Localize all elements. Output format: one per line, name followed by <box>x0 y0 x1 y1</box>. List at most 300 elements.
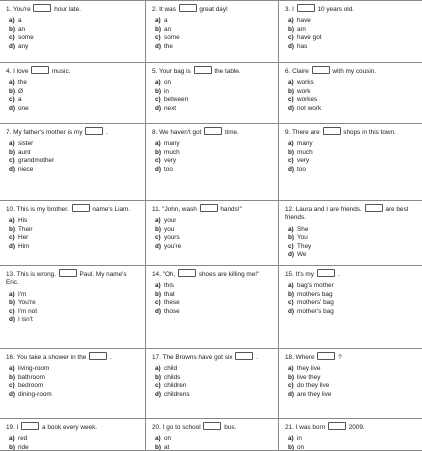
option-text: not work <box>297 104 322 112</box>
option-list <box>152 79 274 113</box>
answer-option[interactable] <box>9 374 141 382</box>
option-text: a <box>164 17 168 25</box>
question-text-after: . <box>106 129 108 136</box>
answer-blank[interactable] <box>194 66 212 74</box>
option-text: bathroom <box>18 373 45 381</box>
question-stem <box>6 204 141 214</box>
option-letter: c) <box>288 157 294 165</box>
option-text: mothers' bag <box>297 299 334 307</box>
option-text: works <box>297 79 314 87</box>
answer-option[interactable] <box>288 96 418 104</box>
answer-option[interactable] <box>288 26 418 34</box>
answer-option[interactable] <box>9 34 141 42</box>
option-letter: c) <box>155 234 161 242</box>
question-stem <box>285 269 418 279</box>
answer-option[interactable] <box>288 79 418 87</box>
option-text: They <box>297 242 312 250</box>
answer-option[interactable] <box>9 291 141 299</box>
option-letter: b) <box>288 443 295 451</box>
option-list <box>152 282 274 316</box>
question-cell <box>146 266 279 349</box>
question-text-after: 10 years old. <box>317 6 355 13</box>
option-letter: d) <box>288 165 295 173</box>
question-number: 21. <box>285 424 294 431</box>
option-letter: d) <box>155 307 162 315</box>
option-text: too <box>164 165 173 173</box>
option-text: Him <box>18 242 30 250</box>
answer-option[interactable] <box>9 382 141 390</box>
answer-option[interactable] <box>288 17 418 25</box>
answer-option[interactable] <box>9 166 141 174</box>
option-text: much <box>297 148 313 156</box>
question-text-after: hour late. <box>54 6 81 13</box>
option-text: mother's bag <box>297 307 334 315</box>
question-text-before: You take a shower in the <box>16 354 87 361</box>
option-letter: b) <box>155 225 162 233</box>
question-cell <box>146 124 279 201</box>
question-stem <box>285 127 418 137</box>
option-text: one <box>18 104 29 112</box>
option-text: yours <box>164 234 180 242</box>
option-list <box>152 435 274 451</box>
option-text: am <box>297 25 306 33</box>
question-number: 17. <box>152 354 161 361</box>
option-text: at <box>164 443 170 451</box>
answer-option[interactable] <box>9 157 141 165</box>
answer-option[interactable] <box>155 96 274 104</box>
question-stem <box>285 204 418 223</box>
option-list <box>285 79 418 113</box>
question-text-before: I love <box>13 68 29 75</box>
option-text: have <box>297 17 311 25</box>
answer-option[interactable] <box>288 382 418 390</box>
question-cell <box>279 266 422 349</box>
answer-option[interactable] <box>288 149 418 157</box>
answer-option[interactable] <box>9 299 141 307</box>
answer-option[interactable] <box>155 149 274 157</box>
answer-option[interactable] <box>288 391 418 399</box>
answer-option[interactable] <box>9 365 141 373</box>
answer-blank[interactable] <box>85 127 103 135</box>
answer-blank[interactable] <box>204 127 222 135</box>
option-letter: c) <box>155 96 161 104</box>
question-number: 19. <box>6 424 15 431</box>
option-letter: b) <box>9 299 16 307</box>
question-text-after: . <box>337 271 340 278</box>
option-letter: b) <box>9 373 16 381</box>
answer-blank[interactable] <box>72 204 90 212</box>
option-text: an <box>18 25 26 33</box>
option-letter: b) <box>288 290 295 298</box>
option-letter: b) <box>9 25 16 33</box>
question-cell <box>146 201 279 266</box>
answer-blank[interactable] <box>328 422 346 430</box>
answer-option[interactable] <box>288 88 418 96</box>
option-letter: d) <box>288 251 295 259</box>
answer-option[interactable] <box>155 391 274 399</box>
question-stem <box>152 422 274 432</box>
option-letter: c) <box>288 96 294 104</box>
answer-option[interactable] <box>288 105 418 113</box>
question-stem <box>6 422 141 432</box>
option-letter: c) <box>9 157 15 165</box>
option-list <box>285 365 418 399</box>
answer-blank[interactable] <box>317 352 335 360</box>
option-text: have got <box>297 34 322 42</box>
question-text-before: It was <box>159 6 176 13</box>
answer-option[interactable] <box>9 243 141 251</box>
question-text-after: music. <box>51 68 71 75</box>
answer-option[interactable] <box>155 105 274 113</box>
question-stem <box>6 4 141 14</box>
answer-option[interactable] <box>155 88 274 96</box>
option-text: an <box>164 25 172 33</box>
option-text: Her <box>18 234 29 242</box>
option-text: the <box>18 79 27 87</box>
question-number: 2. <box>152 6 158 13</box>
answer-option[interactable] <box>9 26 141 34</box>
option-letter: a) <box>288 225 294 233</box>
option-letter: b) <box>155 148 162 156</box>
question-text-after: shops in this town. <box>343 129 396 136</box>
answer-option[interactable] <box>288 282 418 290</box>
option-letter: a) <box>288 435 294 443</box>
question-cell <box>146 1 279 63</box>
option-letter: d) <box>155 104 162 112</box>
option-list <box>152 17 274 51</box>
answer-option[interactable] <box>9 88 141 96</box>
option-list <box>6 365 141 399</box>
option-list <box>6 17 141 51</box>
question-text-after: name's Liam. <box>92 206 131 213</box>
option-letter: a) <box>155 365 161 373</box>
option-list <box>152 217 274 251</box>
option-text: on <box>297 443 305 451</box>
option-letter: a) <box>155 282 161 290</box>
option-text: the <box>164 42 173 50</box>
answer-option[interactable] <box>288 166 418 174</box>
answer-option[interactable] <box>155 17 274 25</box>
option-list <box>285 140 418 174</box>
option-letter: d) <box>9 390 16 398</box>
question-text-before: I <box>16 424 19 431</box>
answer-blank[interactable] <box>59 269 77 277</box>
answer-option[interactable] <box>9 17 141 25</box>
answer-option[interactable] <box>155 157 274 165</box>
option-text: niece <box>18 165 34 173</box>
question-cell <box>0 201 146 266</box>
answer-option[interactable] <box>288 234 418 242</box>
option-text: childrens <box>164 390 190 398</box>
answer-option[interactable] <box>288 43 418 51</box>
option-letter: c) <box>9 96 15 104</box>
question-cell <box>279 124 422 201</box>
option-letter: a) <box>9 435 15 443</box>
option-letter: c) <box>155 299 161 307</box>
option-letter: d) <box>288 307 295 315</box>
question-text-before: I was born <box>295 424 326 431</box>
answer-option[interactable] <box>155 308 274 316</box>
answer-option[interactable] <box>155 382 274 390</box>
question-text-after: are best friends. <box>285 206 409 222</box>
option-letter: a) <box>155 79 161 87</box>
answer-option[interactable] <box>288 34 418 42</box>
option-letter: d) <box>9 104 16 112</box>
question-cell <box>0 349 146 419</box>
answer-option[interactable] <box>288 157 418 165</box>
question-text-after: 2009. <box>348 424 365 431</box>
option-text: dining-room <box>18 390 52 398</box>
answer-option[interactable] <box>288 374 418 382</box>
question-text-after: . <box>256 354 258 361</box>
option-letter: c) <box>288 242 294 250</box>
option-text: His <box>18 217 28 225</box>
answer-option[interactable] <box>288 291 418 299</box>
option-text: some <box>18 34 34 42</box>
option-letter: c) <box>288 299 294 307</box>
question-number: 4. <box>6 68 12 75</box>
answer-option[interactable] <box>155 140 274 148</box>
option-letter: d) <box>155 42 162 50</box>
option-text: many <box>297 140 313 148</box>
answer-option[interactable] <box>9 217 141 225</box>
answer-blank[interactable] <box>31 66 49 74</box>
answer-blank[interactable] <box>200 204 218 212</box>
question-cell <box>0 266 146 349</box>
answer-blank[interactable] <box>178 269 196 277</box>
option-letter: a) <box>288 17 294 25</box>
answer-blank[interactable] <box>297 4 315 12</box>
question-number: 20. <box>152 424 161 431</box>
question-text-before: Laura and I are friends. <box>295 206 362 213</box>
answer-option[interactable] <box>288 226 418 234</box>
answer-blank[interactable] <box>89 352 107 360</box>
question-text-after: ? <box>338 354 342 361</box>
option-letter: a) <box>288 79 294 87</box>
option-text: you <box>164 225 175 233</box>
option-letter: b) <box>288 234 295 242</box>
question-stem <box>152 204 274 214</box>
option-letter: d) <box>155 165 162 173</box>
question-cell <box>279 63 422 124</box>
answer-option[interactable] <box>9 105 141 113</box>
option-text: too <box>297 165 306 173</box>
answer-blank[interactable] <box>317 269 335 277</box>
answer-option[interactable] <box>288 365 418 373</box>
answer-option[interactable] <box>155 234 274 242</box>
answer-option[interactable] <box>288 140 418 148</box>
option-letter: a) <box>288 365 294 373</box>
answer-option[interactable] <box>9 79 141 87</box>
option-letter: b) <box>155 87 162 95</box>
answer-option[interactable] <box>9 96 141 104</box>
answer-blank[interactable] <box>179 4 197 12</box>
question-stem <box>285 4 418 14</box>
answer-option[interactable] <box>9 435 141 443</box>
answer-option[interactable] <box>288 308 418 316</box>
option-text: your <box>164 217 177 225</box>
option-letter: d) <box>288 390 295 398</box>
option-letter: a) <box>9 79 15 87</box>
option-text: are they live <box>297 390 332 398</box>
option-list <box>152 365 274 399</box>
question-text-after: Paul. My name's Eric. <box>6 271 127 287</box>
option-text: between <box>164 96 189 104</box>
answer-option[interactable] <box>9 226 141 234</box>
answer-option[interactable] <box>155 282 274 290</box>
option-letter: b) <box>288 25 295 33</box>
question-text-before: "John, wash <box>162 206 197 213</box>
answer-option[interactable] <box>155 291 274 299</box>
option-list <box>6 140 141 174</box>
question-text-before: I go to school <box>162 424 201 431</box>
answer-blank[interactable] <box>323 127 341 135</box>
option-text: I isn't <box>18 316 33 324</box>
answer-option[interactable] <box>9 391 141 399</box>
answer-blank[interactable] <box>312 66 330 74</box>
answer-option[interactable] <box>288 251 418 259</box>
option-text: they live <box>297 365 321 373</box>
option-letter: b) <box>155 443 162 451</box>
answer-option[interactable] <box>288 435 418 443</box>
question-number: 7. <box>6 129 12 136</box>
option-text: you're <box>164 242 182 250</box>
option-letter: a) <box>9 290 15 298</box>
answer-option[interactable] <box>155 299 274 307</box>
option-text: She <box>297 225 309 233</box>
option-letter: c) <box>288 382 294 390</box>
answer-blank[interactable] <box>203 422 221 430</box>
option-text: that <box>164 290 175 298</box>
question-text-before: Where <box>295 354 315 361</box>
answer-option[interactable] <box>9 234 141 242</box>
option-text: next <box>164 104 177 112</box>
option-letter: c) <box>9 307 15 315</box>
option-letter: a) <box>9 140 15 148</box>
option-text: those <box>164 307 180 315</box>
answer-option[interactable] <box>155 243 274 251</box>
answer-option[interactable] <box>155 26 274 34</box>
option-text: some <box>164 34 180 42</box>
answer-option[interactable] <box>9 308 141 316</box>
answer-option[interactable] <box>155 34 274 42</box>
answer-option[interactable] <box>288 243 418 251</box>
option-text: many <box>164 140 180 148</box>
answer-blank[interactable] <box>33 4 51 12</box>
question-text-after: shoes are killing me!" <box>198 271 260 278</box>
option-letter: a) <box>288 282 294 290</box>
option-text: in <box>297 435 302 443</box>
question-text-after: the table. <box>214 68 241 75</box>
option-letter: b) <box>288 373 295 381</box>
option-text: workes <box>297 96 318 104</box>
question-text-before: "Oh, <box>162 271 176 278</box>
option-letter: d) <box>9 165 16 173</box>
question-number: 15. <box>285 271 294 278</box>
option-letter: b) <box>155 373 162 381</box>
answer-option[interactable] <box>9 316 141 324</box>
option-letter: a) <box>9 217 15 225</box>
question-text-after: a book every week. <box>42 424 98 431</box>
question-number: 14. <box>152 271 161 278</box>
question-cell <box>279 419 422 451</box>
answer-option[interactable] <box>155 226 274 234</box>
answer-option[interactable] <box>9 149 141 157</box>
question-cell <box>0 1 146 63</box>
question-stem <box>152 127 274 137</box>
question-text-before: Claire <box>292 68 309 75</box>
answer-option[interactable] <box>155 217 274 225</box>
option-text: child <box>164 365 178 373</box>
option-letter: a) <box>288 140 294 148</box>
question-number: 13. <box>6 271 15 278</box>
option-text: mothers bag <box>297 290 333 298</box>
option-list <box>6 217 141 251</box>
answer-option[interactable] <box>288 299 418 307</box>
option-letter: d) <box>288 42 295 50</box>
option-letter: d) <box>9 42 16 50</box>
option-list <box>152 140 274 174</box>
option-text: in <box>164 87 169 95</box>
question-text-before: Your bag is <box>159 68 191 75</box>
answer-option[interactable] <box>155 43 274 51</box>
question-stem <box>285 422 418 432</box>
option-text: ride <box>18 443 29 451</box>
option-letter: a) <box>155 17 161 25</box>
question-stem <box>285 352 418 362</box>
answer-option[interactable] <box>9 140 141 148</box>
answer-option[interactable] <box>9 43 141 51</box>
question-number: 5. <box>152 68 158 75</box>
option-letter: a) <box>155 140 161 148</box>
option-text: Ø <box>18 87 23 95</box>
option-text: a <box>18 17 22 25</box>
answer-option[interactable] <box>155 166 274 174</box>
answer-blank[interactable] <box>21 422 39 430</box>
option-text: on <box>164 79 172 87</box>
question-cell <box>0 124 146 201</box>
option-text: do they live <box>297 382 330 390</box>
answer-option[interactable] <box>155 374 274 382</box>
question-cell <box>146 419 279 451</box>
answer-option[interactable] <box>155 435 274 443</box>
option-letter: b) <box>155 25 162 33</box>
answer-blank[interactable] <box>235 352 253 360</box>
question-number: 16. <box>6 354 15 361</box>
option-letter: b) <box>155 290 162 298</box>
question-text-before: My father's mother is my <box>13 129 83 136</box>
question-text-after: bus. <box>224 424 237 431</box>
question-stem <box>152 269 274 279</box>
answer-option[interactable] <box>155 365 274 373</box>
question-number: 3. <box>285 6 291 13</box>
question-text-after: time. <box>225 129 239 136</box>
option-letter: c) <box>155 382 161 390</box>
option-text: childs <box>164 373 181 381</box>
answer-blank[interactable] <box>365 204 383 212</box>
option-letter: c) <box>288 34 294 42</box>
question-text-after: . <box>109 354 112 361</box>
option-letter: d) <box>9 316 16 324</box>
option-text: red <box>18 435 28 443</box>
option-text: on <box>164 435 172 443</box>
question-cell <box>146 349 279 419</box>
option-text: bedroom <box>18 382 44 390</box>
question-stem <box>152 4 274 14</box>
question-stem <box>285 66 418 76</box>
option-text: has <box>297 42 308 50</box>
answer-option[interactable] <box>155 79 274 87</box>
